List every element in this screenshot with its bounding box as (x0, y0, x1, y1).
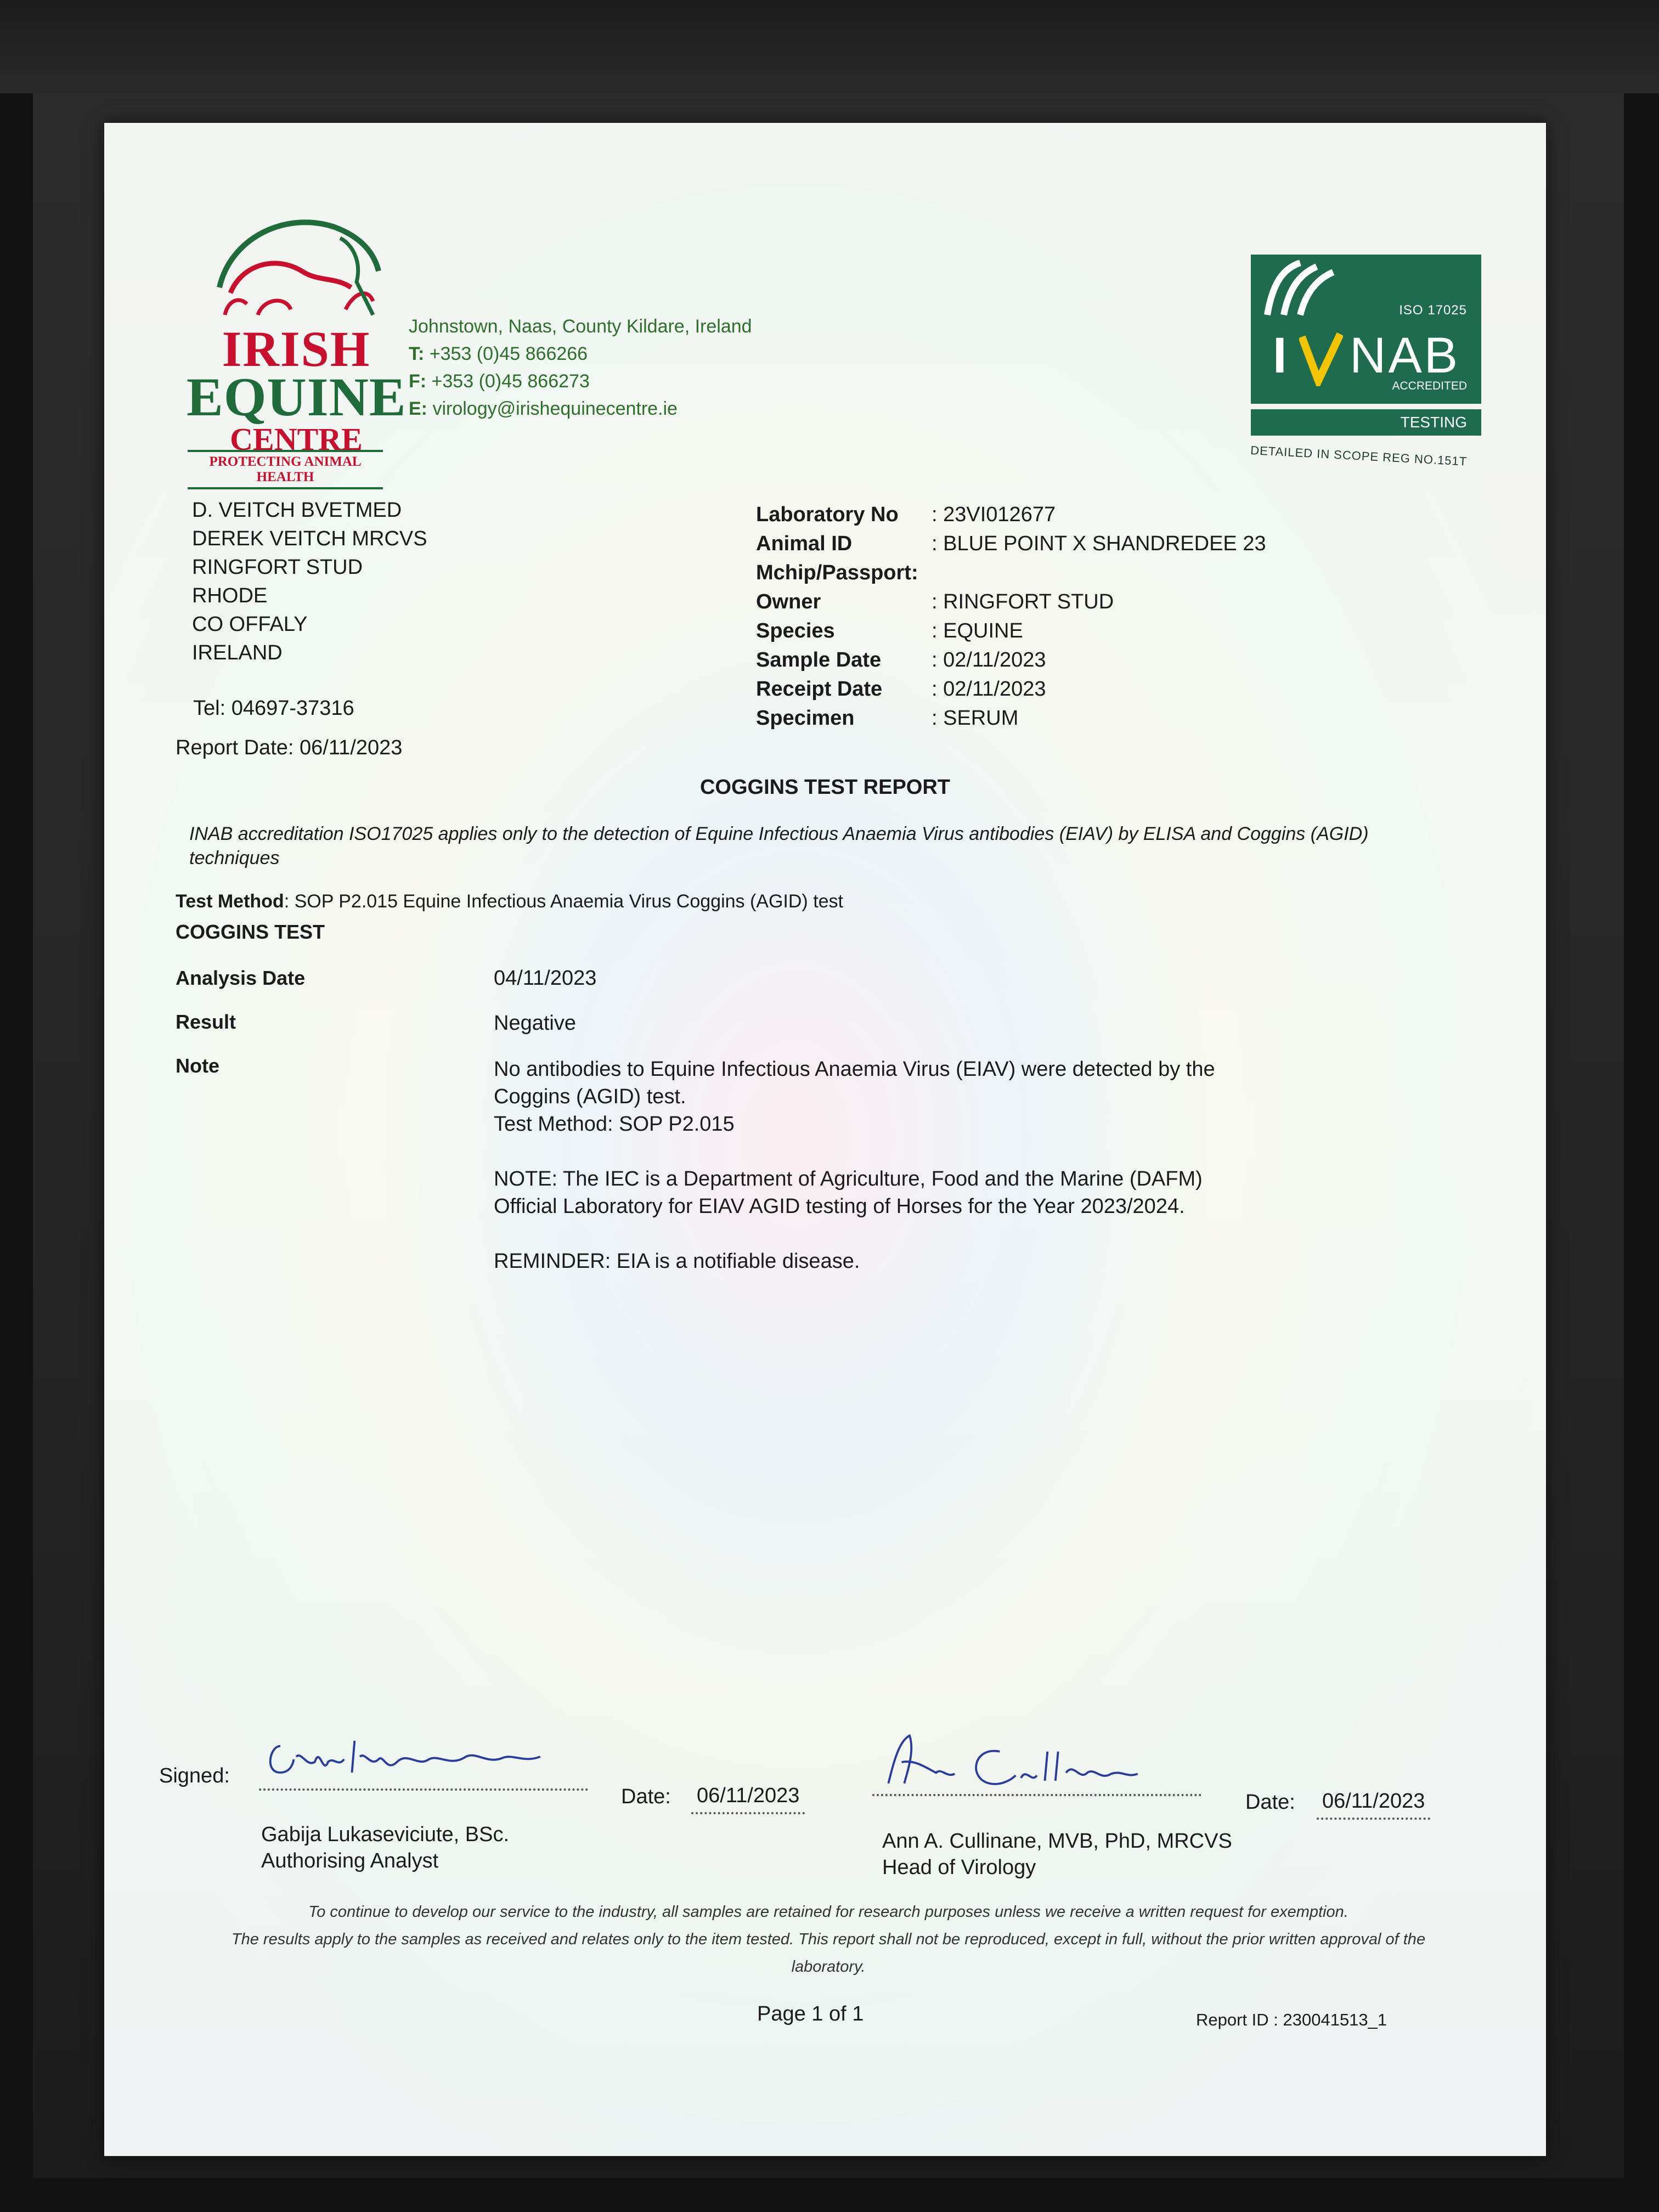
section-heading: COGGINS TEST (176, 921, 325, 943)
lab-info-label: Mchip/Passport: (756, 561, 918, 584)
sig1-date-label: Date: (621, 1785, 671, 1808)
lab-info-value: : SERUM (932, 707, 1019, 730)
address-line: RINGFORT STUD (192, 556, 363, 579)
disclaimer-line: The results apply to the samples as received and relates only to the item tested. This report shall not be reproduced, except in full, without the prior written approval of the laboratory. (231, 1931, 1426, 1976)
lab-info-value: : RINGFORT STUD (932, 590, 1114, 613)
note-paragraph: REMINDER: EIA is a notifiable disease. (494, 1250, 860, 1273)
lab-info-label: Receipt Date (756, 678, 883, 701)
report-id: Report ID : 230041513_1 (1196, 2010, 1387, 2029)
signatory-1-title: Authorising Analyst (261, 1849, 439, 1872)
note-label: Note (176, 1054, 219, 1077)
lab-info-value: : 23VI012677 (932, 503, 1056, 526)
test-method-value: : SOP P2.015 Equine Infectious Anaemia Virus Coggins (AGID) test (284, 891, 843, 912)
lab-info-label: Specimen (756, 707, 855, 730)
logo-tagline: PROTECTING ANIMAL HEALTH (188, 450, 383, 489)
inab-swoosh-icon (1262, 260, 1350, 320)
lab-info-row (756, 500, 1266, 529)
address-line: IRELAND (192, 641, 283, 664)
lab-info-table (756, 500, 1266, 733)
lab-info-label: Sample Date (756, 648, 882, 672)
lab-info-value: : BLUE POINT X SHANDREDEE 23 (932, 532, 1266, 555)
contact-email: E: virology@irishequinecentre.ie (409, 398, 678, 419)
sig2-date-value: 06/11/2023 (1317, 1790, 1430, 1820)
inab-testing: TESTING (1251, 409, 1481, 436)
report-title: COGGINS TEST REPORT (699, 776, 951, 799)
signatory-1 (261, 1821, 509, 1874)
result-label: Result (176, 1011, 236, 1033)
test-method-label: Test Method (176, 891, 284, 912)
signatory-2-title: Head of Virology (882, 1856, 1036, 1879)
inab-flag-icon (1251, 255, 1481, 404)
report-date: Report Date: 06/11/2023 (176, 736, 403, 759)
lab-info-label: Owner (756, 590, 821, 613)
horse-logo-icon (208, 205, 384, 331)
analysis-date-value: 04/11/2023 (494, 967, 597, 990)
disclaimer-line: To continue to develop our service to the industry, all samples are retained for research purposes unless we receive a written request for exemption. (308, 1903, 1348, 1921)
inab-accreditation-note: INAB accreditation ISO17025 applies only to the detection of Equine Infectious Anaemia Virus antibodies (EIAV) by ELISA and Coggins (AGID) techniques (189, 823, 1369, 868)
address-line: RHODE (192, 584, 268, 607)
sig2-date-label: Date: (1245, 1791, 1295, 1814)
coggins-report-document (104, 123, 1546, 2156)
address-line: D. VEITCH BVETMED (192, 499, 402, 522)
lab-info-label: Laboratory No (756, 503, 899, 526)
logo-equine: EQUINE (187, 366, 407, 427)
inab-nab: NAB (1350, 328, 1460, 383)
checkmark-icon (1299, 331, 1343, 386)
note-paragraph: NOTE: The IEC is a Department of Agriculture, Food and the Marine (DAFM) Official Laboratory for EIAV AGID testing of Horses for the Year 2023/2024. (494, 1167, 1203, 1218)
page-number: Page 1 of 1 (757, 2002, 864, 2025)
signatory-2 (882, 1828, 1232, 1881)
signed-label: Signed: (159, 1764, 230, 1787)
analysis-date-label: Analysis Date (176, 967, 306, 989)
lab-info-row (756, 617, 1266, 646)
irish-equine-centre-logo (187, 321, 407, 457)
lab-info-row (756, 646, 1266, 675)
lab-info-row (756, 588, 1266, 617)
monitor-top-bezel (0, 0, 1659, 93)
note-text (494, 1056, 1234, 1302)
logo-centre: CENTRE (230, 421, 363, 457)
logo-irish: IRISH (222, 321, 371, 377)
note-paragraph: No antibodies to Equine Infectious Anaemia Virus (EIAV) were detected by the Coggins (AGID) test. (494, 1058, 1215, 1108)
address-line: DEREK VEITCH MRCVS (192, 527, 427, 550)
signatory-2-name: Ann A. Cullinane, MVB, PhD, MRCVS (882, 1830, 1232, 1853)
lab-info-label: Species (756, 619, 835, 642)
lab-info-row (756, 529, 1266, 558)
lab-info-value: : 02/11/2023 (932, 648, 1046, 672)
signature-gabija (259, 1725, 588, 1791)
sig1-date-value: 06/11/2023 (691, 1784, 805, 1814)
inab-i: I (1273, 328, 1287, 383)
lab-info-row (756, 704, 1266, 733)
inab-scope: DETAILED IN SCOPE REG NO.151T (1250, 443, 1468, 469)
inab-accredited: ACCREDITED (1392, 380, 1467, 392)
recipient-tel: Tel: 04697-37316 (193, 697, 354, 720)
contact-address: Johnstown, Naas, County Kildare, Ireland (409, 316, 752, 337)
signature-cullinane (872, 1730, 1201, 1796)
lab-info-label: Animal ID (756, 532, 853, 555)
inab-accreditation-logo (1251, 255, 1481, 436)
test-method (176, 891, 843, 912)
lab-info-value: : EQUINE (932, 619, 1023, 642)
contact-fax: F: +353 (0)45 866273 (409, 371, 590, 392)
lab-info-row (756, 675, 1266, 704)
recipient-address (192, 496, 427, 667)
contact-block (409, 313, 752, 422)
lab-info-row (756, 558, 1266, 588)
signatory-1-name: Gabija Lukaseviciute, BSc. (261, 1823, 510, 1846)
note-paragraph: Test Method: SOP P2.015 (494, 1113, 735, 1136)
lab-info-value: : 02/11/2023 (932, 678, 1046, 701)
contact-phone: T: +353 (0)45 866266 (409, 343, 588, 364)
address-line: CO OFFALY (192, 613, 308, 636)
result-value: Negative (494, 1012, 576, 1035)
disclaimer (225, 1898, 1432, 1980)
inab-iso-label: ISO 17025 (1399, 303, 1467, 318)
